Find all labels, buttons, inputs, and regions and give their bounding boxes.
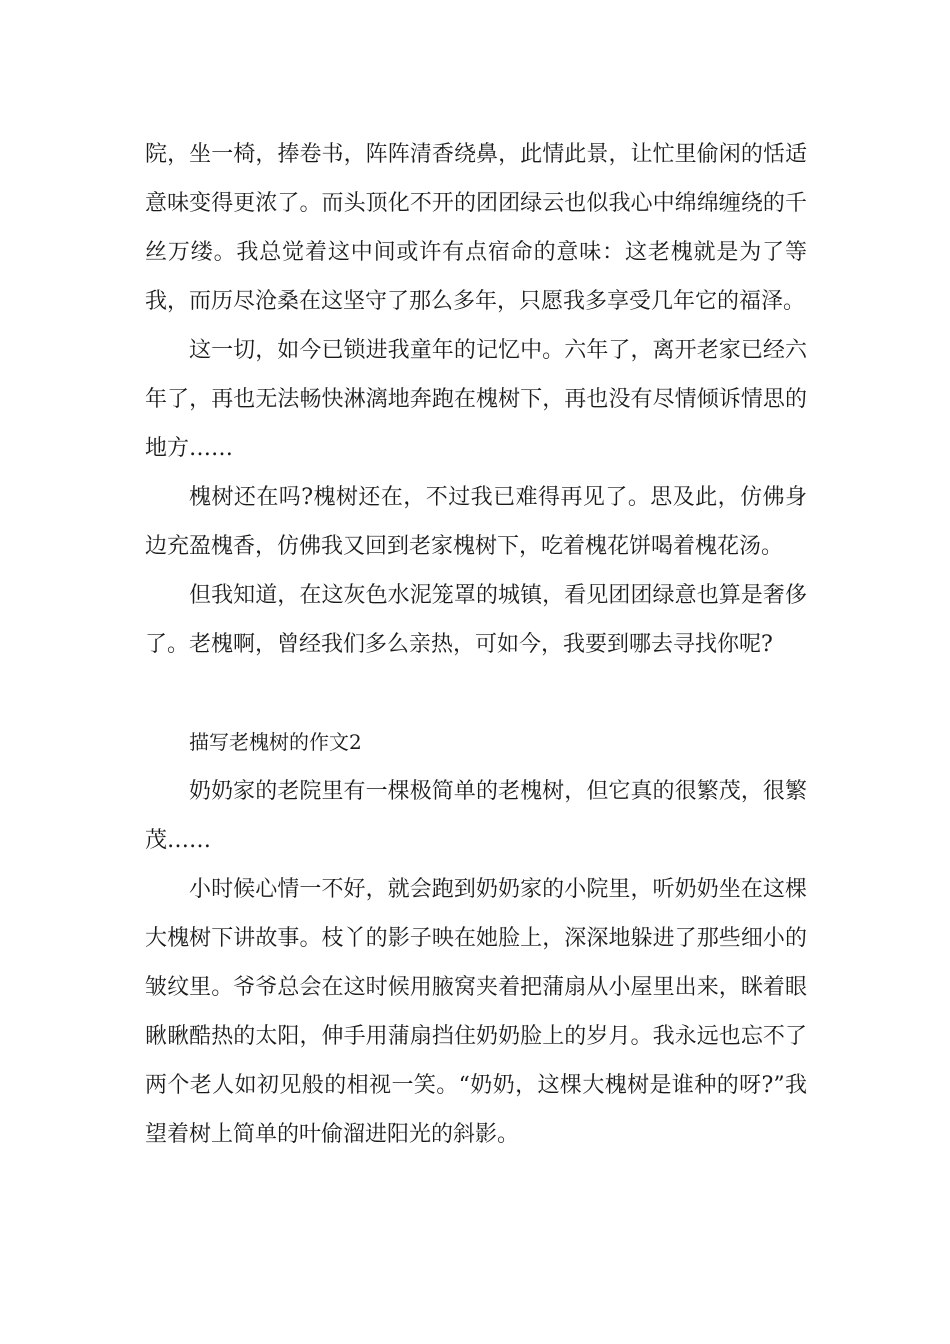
paragraph-continuation: 院，坐一椅，捧卷书，阵阵清香绕鼻，此情此景，让忙里偷闲的恬适意味变得更浓了。而头顶化不开的团团绿云也似我心中绵绵缠绕的千丝万缕。我总觉着这中间或许有点宿命的意味：这老槐就是为了等我，而历尽沧桑在这坚守了那么多年，只愿我多享受几年它的福泽。 <box>145 142 807 314</box>
paragraph-grandma-yard: 奶奶家的老院里有一棵极简单的老槐树，但它真的很繁茂，很繁茂…… <box>145 779 807 853</box>
paragraph-city: 但我知道，在这灰色水泥笼罩的城镇，看见团团绿意也算是奢侈了。老槐啊，曾经我们多么亲热，可如今，我要到哪去寻找你呢? <box>145 583 807 657</box>
section-title: 描写老槐树的作文2 <box>189 730 362 754</box>
paragraph-still-there: 槐树还在吗?槐树还在，不过我已难得再见了。思及此，仿佛身边充盈槐香，仿佛我又回到老家槐树下，吃着槐花饼喝着槐花汤。 <box>145 485 807 559</box>
document-body <box>145 130 807 1159</box>
section-spacer <box>145 669 807 718</box>
paragraph-childhood: 小时候心情一不好，就会跑到奶奶家的小院里，听奶奶坐在这棵大槐树下讲故事。枝丫的影子映在她脸上，深深地躲进了那些细小的皱纹里。爷爷总会在这时候用腋窝夹着把蒲扇从小屋里出来，眯着眼瞅瞅酷热的太阳，伸手用蒲扇挡住奶奶脸上的岁月。我永远也忘不了两个老人如初见般的相视一笑。“奶奶，这棵大槐树是谁种的呀?”我望着树上简单的叶偷溜进阳光的斜影。 <box>145 877 807 1147</box>
paragraph-memory: 这一切，如今已锁进我童年的记忆中。六年了，离开老家已经六年了，再也无法畅快淋漓地奔跑在槐树下，再也没有尽情倾诉情思的地方…… <box>145 338 807 461</box>
